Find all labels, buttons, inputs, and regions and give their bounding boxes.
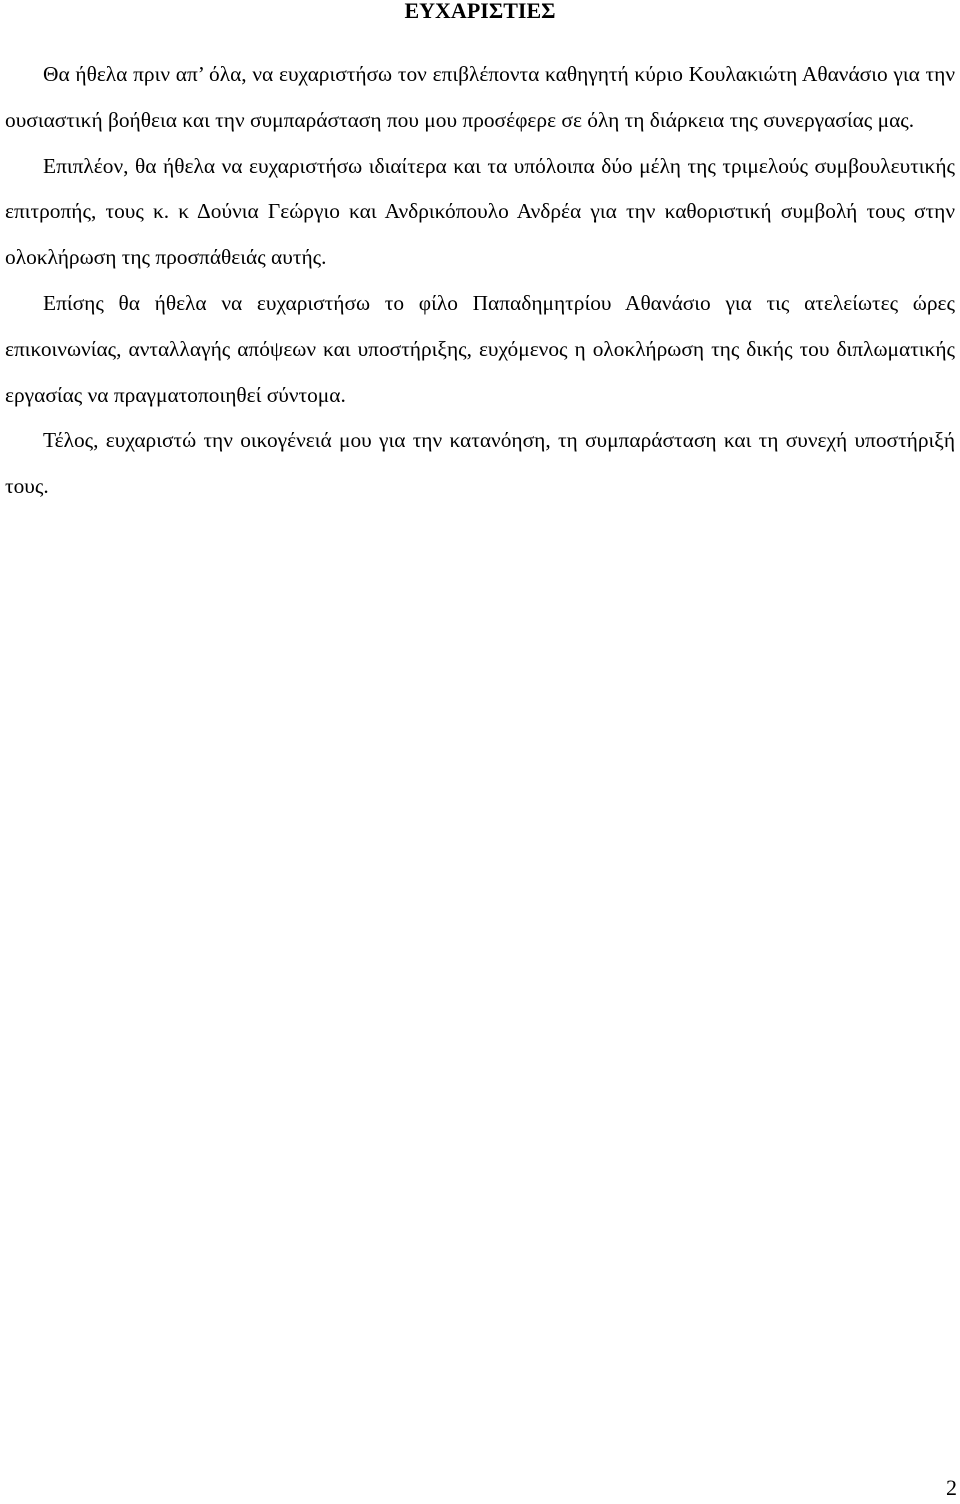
paragraph-friend-thanks: Επίσης θα ήθελα να ευχαριστήσω το φίλο Παπαδημητρίου Αθανάσιο για τις ατελείωτες ώρες επικοινωνίας, ανταλλαγής απόψεων και υποστήριξης, ευχόμενος η ολοκλήρωση της δικής του διπλωματικής εργασίας να πραγματοποιηθεί σύντομα. (5, 290, 955, 407)
paragraph-advisor-thanks: Θα ήθελα πριν απ’ όλα, να ευχαριστήσω τον επιβλέποντα καθηγητή κύριο Κουλακιώτη Αθανάσιο για την ουσιαστική βοήθεια και την συμπαράσταση που μου προσέφερε σε όλη τη διάρκεια της συνεργασίας μας. (5, 62, 955, 132)
acknowledgements-body (5, 52, 955, 510)
paragraph-family-thanks: Τέλος, ευχαριστώ την οικογένειά μου για την κατανόηση, τη συμπαράσταση και τη συνεχή υποστήριξή τους. (5, 428, 955, 499)
page-title: ΕΥΧΑΡΙΣΤΙΕΣ (404, 0, 556, 23)
page-number: 2 (946, 1475, 957, 1500)
paragraph-committee-thanks: Επιπλέον, θα ήθελα να ευχαριστήσω ιδιαίτερα και τα υπόλοιπα δύο μέλη της τριμελούς συμβουλευτικής επιτροπής, τους κ. κ Δούνια Γεώργιο και Ανδρικόπουλο Ανδρέα για την καθοριστική συμβολή τους στην ολοκλήρωση της προσπάθειάς αυτής. (5, 153, 955, 270)
